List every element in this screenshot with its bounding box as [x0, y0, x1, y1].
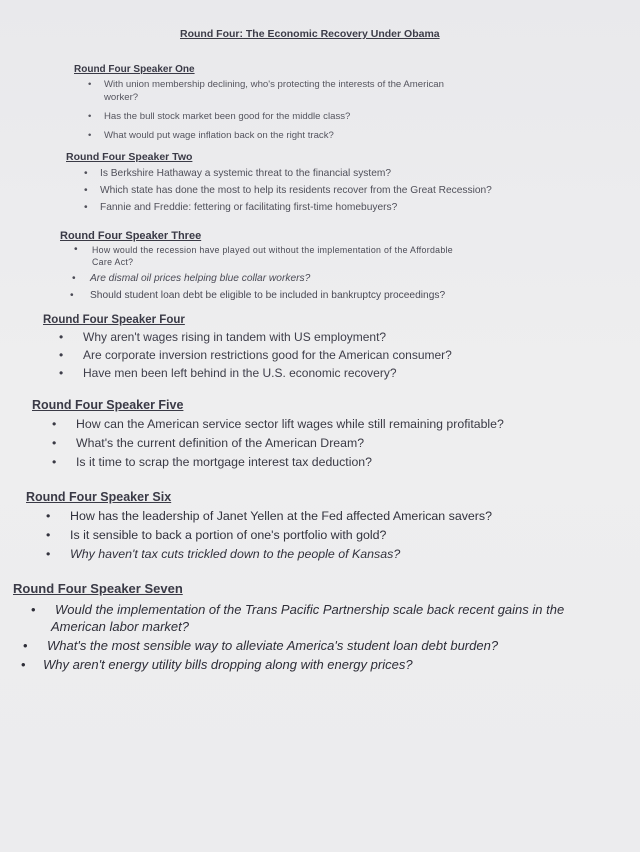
section-heading: Round Four Speaker Two — [66, 151, 193, 163]
list-item: • What's the most sensible way to alleviate America's student loan debt burden? — [23, 638, 499, 653]
bullet-icon: • — [84, 185, 88, 196]
list-item: • Why aren't wages rising in tandem with US employment? — [59, 330, 387, 344]
section-heading: Round Four Speaker Seven — [13, 581, 183, 596]
bullet-icon: • — [52, 417, 57, 431]
question-list — [66, 167, 492, 214]
list-item: • Fannie and Freddie: fettering or facilitating first-time homebuyers? — [84, 202, 398, 213]
bullet-icon: • — [70, 290, 74, 301]
question-list — [26, 509, 492, 562]
question-list — [32, 417, 504, 470]
list-item-continuation: American labor market? — [51, 619, 189, 634]
section-speaker-five — [32, 398, 504, 474]
list-item: • How can the American service sector lift wages while still remaining profitable? — [52, 417, 504, 431]
list-item: • Are dismal oil prices helping blue collar workers? — [72, 273, 311, 284]
bullet-icon: • — [52, 436, 57, 450]
list-item: • How would the recession have played out without the implementation of the Affordable — [74, 244, 453, 255]
list-item: • Has the bull stock market been good for the middle class? — [88, 111, 351, 122]
bullet-icon: • — [59, 348, 64, 362]
list-item: • With union membership declining, who's protecting the interests of the American — [88, 79, 444, 90]
list-item: • Should student loan debt be eligible to be included in bankruptcy proceedings? — [70, 290, 446, 301]
bullet-icon: • — [23, 638, 28, 653]
section-heading: Round Four Speaker Three — [60, 230, 202, 242]
list-item: • How has the leadership of Janet Yellen at the Fed affected American savers? — [46, 509, 493, 523]
section-heading: Round Four Speaker One — [74, 64, 195, 75]
bullet-icon: • — [46, 509, 51, 523]
list-item: • Are corporate inversion restrictions good for the American consumer? — [59, 348, 452, 362]
question-list — [60, 244, 453, 302]
bullet-icon: • — [88, 130, 92, 141]
bullet-icon: • — [59, 366, 64, 380]
bullet-icon: • — [88, 79, 92, 90]
section-heading: Round Four Speaker Six — [26, 490, 172, 504]
list-item: • Why aren't energy utility bills dropping along with energy prices? — [21, 657, 413, 672]
section-speaker-six — [26, 490, 492, 566]
question-list — [43, 330, 452, 380]
section-speaker-four — [43, 314, 452, 384]
list-item: • What's the current definition of the American Dream? — [52, 436, 365, 450]
list-item: • What would put wage inflation back on the right track? — [88, 130, 334, 141]
list-item: • Is Berkshire Hathaway a systemic threat to the financial system? — [84, 168, 392, 179]
section-speaker-seven — [13, 581, 564, 675]
list-item: • Is it time to scrap the mortgage interest tax deduction? — [52, 455, 372, 469]
list-item: • Is it sensible to back a portion of one's portfolio with gold? — [46, 528, 387, 542]
section-heading: Round Four Speaker Five — [32, 398, 184, 412]
bullet-icon: • — [52, 455, 57, 469]
list-item: • Why haven't tax cuts trickled down to the people of Kansas? — [46, 547, 401, 561]
bullet-icon: • — [74, 244, 78, 255]
bullet-icon: • — [84, 168, 88, 179]
question-list — [13, 601, 564, 673]
bullet-icon: • — [46, 547, 51, 561]
section-speaker-two — [66, 151, 492, 218]
list-item: • Would the implementation of the Trans Pacific Partnership scale back recent gains in the — [31, 602, 565, 617]
bullet-icon: • — [46, 528, 51, 542]
bullet-icon: • — [59, 330, 64, 344]
list-item: • Have men been left behind in the U.S. economic recovery? — [59, 366, 397, 380]
bullet-icon: • — [84, 202, 88, 213]
section-heading: Round Four Speaker Four — [43, 314, 185, 326]
section-speaker-three — [60, 230, 453, 307]
section-speaker-one — [74, 64, 444, 148]
bullet-icon: • — [72, 273, 76, 284]
list-item-continuation: worker? — [104, 92, 139, 103]
list-item-continuation: Care Act? — [92, 257, 134, 267]
document-title: Round Four: The Economic Recovery Under Obama — [180, 28, 440, 40]
question-list — [74, 78, 444, 142]
bullet-icon: • — [88, 111, 92, 122]
list-item: • Which state has done the most to help its residents recover from the Great Recession? — [84, 185, 492, 196]
bullet-icon: • — [31, 602, 36, 617]
bullet-icon: • — [21, 657, 26, 672]
